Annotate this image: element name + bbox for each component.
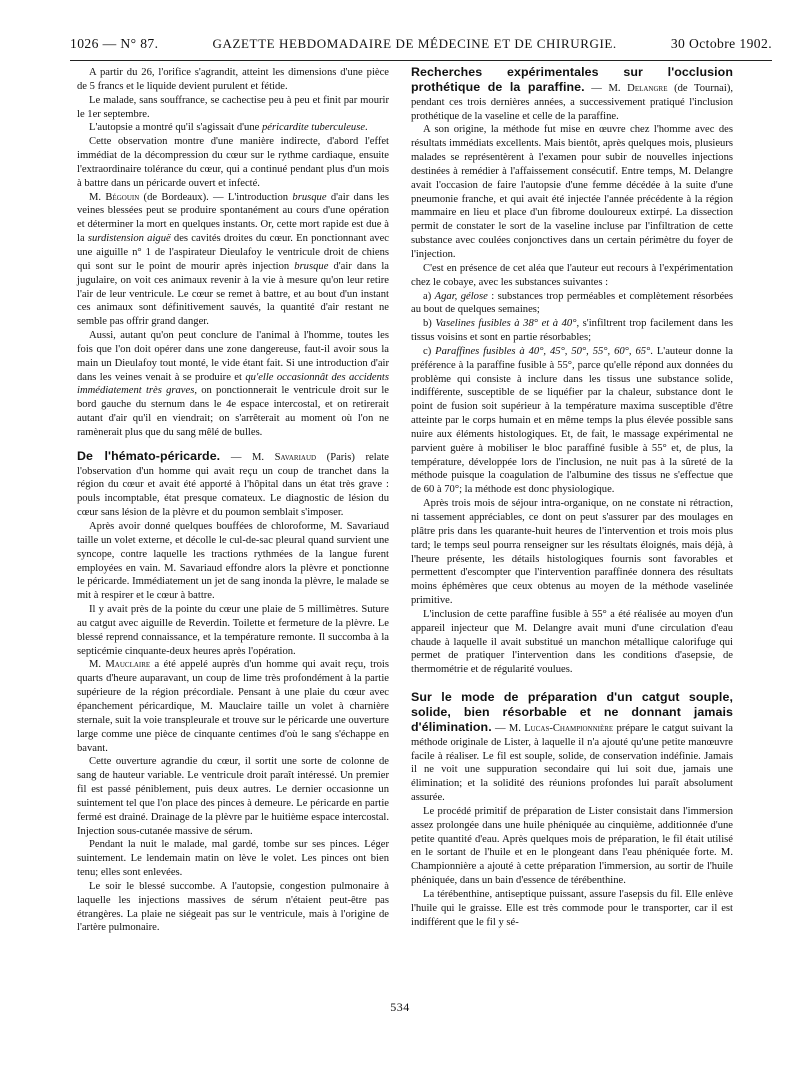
author-name: M. Savariaud bbox=[252, 451, 317, 463]
list-item: c) Paraffines fusibles à 40°, 45°, 50°, 55°, 60°, 65°. L'auteur donne la préférence à la paraffine fusible à 55°, parce qu'elle répond aux données du problème qui consiste à inclure dans les tissus une substance solide, indifférente, susceptible de se liquéfier par la chaleur, substance dont le point de fusion soit supérieur à la température maxima susceptible d'être atteinte par le corps humain et en même temps la plus élevée possible sans nuire aux éléments histologiques. Et, de fait, le massage expérimental ne parvient guère à mobiliser le bloc paraffiné fusible à 55° et, de plus, la température, développée lors de l'inclusion, ne nuit pas à la sûreté de la méthode puisque la coagulation de l'albumine des tissus ne s'effectue que de 60 à 70°; la méthode est donc physiologique. bbox=[411, 345, 733, 496]
italic-term: péricardite tuberculeuse bbox=[261, 122, 366, 134]
paragraph: Le soir le blessé succombe. A l'autopsie, congestion pulmonaire à laquelle les injections massives de sérum n'étaient peut-être pas étrangères. La plaie ne siégeait pas sur le ventricule, mais à l'origine de l'artère pulmonaire. bbox=[77, 880, 389, 934]
paragraph: L'autopsie a montré qu'il s'agissait d'une péricardite tuberculeuse. bbox=[89, 122, 368, 134]
paragraph: Cette ouverture agrandie du cœur, il sortit une sorte de colonne de sang de hauteur variable. Le ventricule droit paraît intéressé. Un premier fil est passé péniblement, puis deux autres. Le dernier occasionne un suintement tel que l'on place des pinces à demeure. Le péricarde en partie fermé est drainé. Drainage de la plèvre par le huitième espace intercostal. Injection sous-cutanée massive de sérum. bbox=[77, 756, 389, 837]
paragraph: Après avoir donné quelques bouffées de chloroforme, M. Savariaud taille un volet externe, et décolle le cul-de-sac pleural quand survient une syncope, contre laquelle les tractions rythmées de la langue furent employées en vain. M. Savariaud effondre alors la plèvre et ponctionne le péricarde. Immédiatement un jet de sang inonda la plèvre, le malade se mit à respirer et le cœur à battre. bbox=[77, 521, 389, 602]
section-paraffine: Recherches expérimentales sur l'occlusion prothétique de la paraffine. — M. Delangre (de Tournai), pendant ces trois dernières années, a successivement pratiqué l'inclusion prothétique de la vaseline et celle de la paraffine. bbox=[411, 65, 733, 122]
list-item: a) Agar, gélose : substances trop perméables et complètement résorbées au bout de quelques semaines; bbox=[411, 290, 733, 316]
running-head bbox=[70, 36, 772, 58]
section-title: De l'hémato-péricarde. bbox=[77, 448, 221, 463]
section-hemato-pericarde: De l'hémato-péricarde. — M. Savariaud (Paris) relate l'observation d'un homme qui avait reçu un coup de tranchet dans la région du cœur et avait été apporté à l'hôpital dans un état très grave : pouls incomptable, état presque comateux. Le diagnostic de lésion du cœur sans lésion de la plèvre et du poumon semblait s'imposer. bbox=[77, 448, 390, 519]
header-rule bbox=[70, 60, 772, 61]
paragraph: Pendant la nuit le malade, mal gardé, tombe sur ses pinces. Léger suintement. Le lendemain matin on lève le volet. Les pinces ont bien tenu; elles sont enlevées. bbox=[77, 839, 389, 879]
left-column bbox=[77, 66, 389, 935]
paragraph: Il y avait près de la pointe du cœur une plaie de 5 millimètres. Suture au catgut avec aiguille de Reverdin. Toilette et fermeture de la plèvre. Le blessé reprend connaissance, et la température remonte. Il succomba à la septicémie cinquante-deux heures après l'opération. bbox=[77, 604, 389, 657]
author-name: M. Delangre bbox=[608, 82, 668, 94]
paragraph: Le malade, sans souffrance, se cachectise peu à peu et finit par mourir le 1er septembre. bbox=[77, 94, 389, 120]
paragraph: La térébenthine, antiseptique puissant, assure l'asepsis du fil. Elle enlève l'huile qui le graisse. Elle est très commode pour le transporter, car il est indifférent que le fil y sé- bbox=[411, 888, 733, 928]
section-title: Sur le mode de préparation d'un catgut souple, solide, bien résorbable et ne donnant jamais d'élimination. bbox=[411, 690, 733, 734]
section-title: Recherches expérimentales sur l'occlusion prothétique de la paraffine. bbox=[411, 65, 733, 94]
page-number-issue: 1026 — N° 87. bbox=[70, 36, 159, 51]
list-item: b) Vaselines fusibles à 38° et à 40°, s'infiltrent trop facilement dans les tissus voisins et sont en partie résorbables; bbox=[411, 318, 733, 344]
issue-date: 30 Octobre 1902. bbox=[670, 36, 772, 51]
paragraph: Aussi, autant qu'on peut conclure de l'animal à l'homme, toutes les fois que l'on doit opérer dans une zone dangereuse, faut-il avoir sous la main un Dieulafoy tout monté, le vide étant fait. Si une introduction d'air dans les veines venait à se produire et qu'elle occasionnât des accidents immédiatement très graves, on ponctionnerait le ventricule droit sur le bord gauche du sternum dans le 4e espace intercostal, et on retirerait autant d'air qu'il en viendrait; on s'arrêterait au moment où l'on ne ramènerait plus que du sang mêlé de bulles. bbox=[77, 330, 389, 438]
right-column bbox=[411, 66, 733, 929]
author-name: M. Mauclaire bbox=[89, 659, 151, 671]
author-name: M. Lucas-Championnière bbox=[508, 722, 614, 734]
paragraph: C'est en présence de cet aléa que l'auteur eut recours à l'expérimentation chez le cobaye, avec les substances suivantes : bbox=[411, 262, 733, 288]
journal-title: GAZETTE HEBDOMADAIRE DE MÉDECINE ET DE CHIRURGIE. bbox=[212, 36, 617, 51]
paragraph: M. Bégouin (de Bordeaux). — L'introduction brusque d'air dans les veines blessées peut se produire spontanément au cours d'une opération et déterminer la mort en quelques instants. Or, cette mort rapide est due à la surdistension aiguë des cavités droites du cœur. En ponctionnant avec une aiguille n° 1 de l'aspirateur Dieulafoy le ventricule droit de chiens qui sont sur le point de mourir après injection brusque d'air dans la jugulaire, on voit ces animaux revenir à la vie à mesure qu'on leur retire l'air de leur ventricule. Le cœur se remet à battre, et au bout d'un instant ces animaux sont définitivement sauvés, la quantité d'air restant ne semble pas offrir grand danger. bbox=[77, 191, 390, 328]
paragraph: L'inclusion de cette paraffine fusible à 55° a été réalisée au moyen d'un appareil injecteur que M. Delangre avait muni d'une circulation d'eau chaude à laquelle il avait substitué un manchon métallique calorifuge qui permet de pratiquer l'intervention dans les conditions d'asepsie, de thermométrie et de régularité voulues. bbox=[411, 608, 733, 676]
page-folio: 534 bbox=[390, 1000, 410, 1014]
paragraph: Après trois mois de séjour intra-organique, on ne constate ni rétraction, ni tassement appréciables, ce dont on peut s'assurer par des moulages en plâtre pris dans les quarante-huit heures de l'intervention et trois mois plus tard; le temps seul pourra renseigner sur les résultats éloignés, mais déjà, à l'heure présente, les détails histologiques fournis sont favorables et permettent d'escompter que l'intervention paraffinée donnera des résultats moins éphémères que ceux obtenus au moyen de la méthode vaselinée primitive. bbox=[411, 498, 733, 607]
author-name: M. Bégouin bbox=[89, 191, 140, 203]
paragraph: M. Mauclaire a été appelé auprès d'un homme qui avait reçu, trois quarts d'heure auparavant, un coup de lime très profondément à la partie supérieure de la région précordiale. Pensant à une plaie du cœur avec épanchement péricardique, M. Mauclaire taille un volet à charnière sternale, suit la voie transpleurale et trouve sur le péricarde une ouverture large comme une pièce de cinquante centimes d'où le sang s'échappe en bavant. bbox=[77, 659, 389, 754]
paragraph: Le procédé primitif de préparation de Lister consistait dans l'immersion assez prolongée dans une huile phéniquée au cinquième, additionnée d'une petite quantité d'eau. Après quelques mois de préparation, le fil était utilisé en le sortant de l'huile et en le plongeant dans l'eau phéniquée forte. M. Championnière a ajouté à cette préparation l'immersion, au sortir de l'huile phéniquée, dans un bain d'essence de térébenthine. bbox=[411, 805, 733, 887]
paragraph: A son origine, la méthode fut mise en œuvre chez l'homme avec des résultats immédiats excellents. Mais bientôt, après quelques mois, plusieurs malades se représentèrent à l'examen pour subir de nouvelles injections destinées à remédier à l'affaissement consécutif. Entre temps, M. Delangre avait l'occasion de faire l'autopsie d'une femme décédée à la suite d'une pneumonie franche, et qui avait été injectée l'année précédente à la région mammaire en lieu et place d'un fibrome douloureux extirpé. La dissection permit de constater le sort de la vaseline incluse par l'infiltration de cette substance avec coulées conjonctives dans un certain périmètre du foyer de l'injection. bbox=[411, 124, 733, 260]
section-catgut: Sur le mode de préparation d'un catgut souple, solide, bien résorbable et ne donnant jamais d'élimination. — M. Lucas-Championnière prépare le catgut suivant la méthode originale de Lister, à laquelle il n'a ajouté qu'une petite manœuvre facile à réaliser. Le fil est souple, solide, de conservation indéfinie. Jamais il ne voit une suppuration secondaire qui lui soit due, jamais une élimination; et la solidité des réunions profondes lui paraît absolument assurée. bbox=[411, 690, 734, 804]
paragraph: Cette observation montre d'une manière indirecte, d'abord l'effet immédiat de la décompression du cœur sur le rythme cardiaque, ensuite l'extraordinaire tolérance du cœur, qui a continué pendant plus d'un mois à battre dans un péricarde ouvert et infecté. bbox=[77, 136, 389, 189]
paragraph: A partir du 26, l'orifice s'agrandit, atteint les dimensions d'une pièce de 5 francs et le liquide devient purulent et fétide. bbox=[77, 67, 389, 92]
